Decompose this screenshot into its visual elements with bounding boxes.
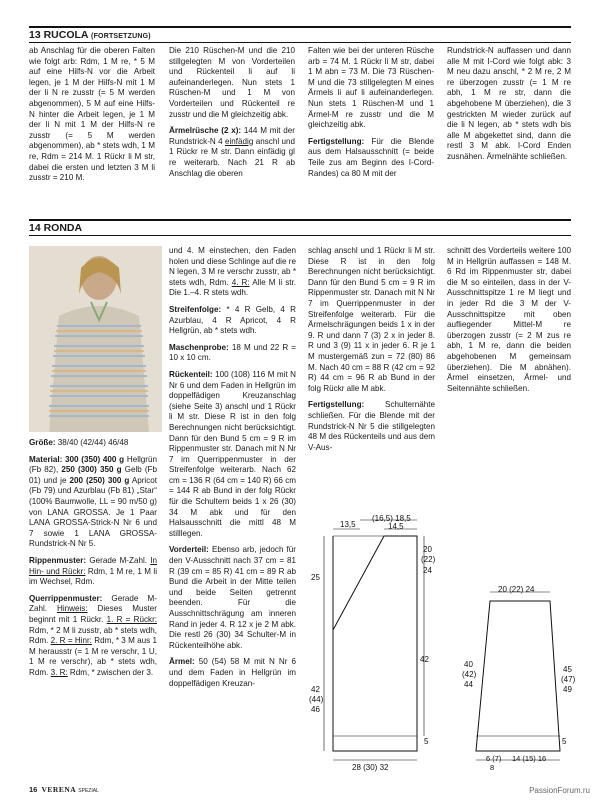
dim-sleeve-right-2: (47) (561, 675, 576, 684)
label: Maschenprobe: (169, 342, 229, 352)
dim-sleeve-right-1: 45 (563, 665, 572, 674)
dim-sleeve-left-3: 44 (464, 680, 473, 689)
section-14-col-3 (308, 246, 435, 459)
body-outline (333, 536, 417, 751)
text: 3. R: (50, 667, 68, 677)
paragraph (169, 343, 296, 364)
section-13-title: 13 RUCOLA (29, 29, 89, 41)
dim-sleeve-bottom-b: 14 (15) 16 (512, 754, 547, 763)
paragraph (308, 137, 434, 179)
dim-bottom: 28 (30) 32 (352, 763, 389, 772)
text: und 4. M einstechen, den Faden holen und diese Schlinge auf die re N legen, 3 M re verschr zusstr, ab * stets wdh, Rdm. (169, 246, 296, 287)
brand-name: VERENA (41, 785, 77, 794)
schematic-diagram (300, 512, 590, 777)
dim-top-right: 14,5 (388, 522, 404, 531)
paragraph: ab Anschlag für die oberen Falten wie folgt arb: Rdm, 1 M re, * 5 M auf eine Hilfs-N vor die Arbeit legen, je 1 M der Hilfs-N mit 1 M der li N re zusstr (= 5 M werden abgenommen), 5 M auf eine Hilfs-N hinter die Arbeit legen, je 1 M der li N mit 1 M der Hilfs-N re zusstr (= 5 M werden abgenommen), ab * stets wdh, 1 M re, Rdm = 214 M. 1 Rückr li M str, dabei die ersten und letzten 3 M li zusstr = 210 M. (29, 46, 155, 183)
text: Hellgrün (Fb 82), (29, 454, 157, 475)
dim-sleeve-right-3: 49 (563, 685, 572, 694)
text: Rdm, 1 M re, 1 M li im Wechsel, Rdm. (29, 566, 157, 587)
text: Dieses Muster beginnt mit 1 Rückr. (29, 604, 157, 624)
text: 300 (350) 400 g (62, 454, 125, 464)
dim-top-left: 13,5 (340, 520, 356, 529)
material-paragraph (29, 455, 157, 550)
label: Fertigstellung: (308, 400, 365, 410)
dim-neck-depth-3: 24 (423, 566, 432, 575)
dim-bund: 5 (424, 737, 429, 746)
dim-neck-depth-1: 20 (423, 545, 432, 554)
paragraph (169, 545, 296, 651)
watermark: PassionForum.ru (529, 786, 590, 795)
section-13-col-1 (29, 46, 155, 190)
page-number: 16 (29, 785, 38, 794)
text: Gerade M-Zahl. (29, 593, 157, 614)
text: 18 M und 22 R = 10 x 10 cm. (169, 342, 296, 363)
section-14-col-2 (169, 246, 296, 695)
dim-sleeve-bottom-c: 8 (490, 763, 495, 772)
text: Gelb (Fb 01) und je (29, 465, 157, 485)
page-footer (29, 785, 99, 794)
paragraph: schnitt des Vorderteils weitere 100 M in Hellgrün auffassen = 148 M. 6 Rd im Rippenmuster str, dabei die M so einteilen, dass in der V-Ausschnittspitze 1 re M liegt und in jeder Rd die 3 M der V-Ausschnittspitze mit oben aufliegender Mittel-M re überzogen zusstr (= 2 M zus re abh, 1 M re, dann die beiden abgehobenen M gemeinsam überziehen). Die M abnähen). Ärmel einsetzen, Ärmel- und Seitennähte schließen. (447, 246, 571, 393)
text: 50 (54) 58 M mit N Nr 6 und dem Faden in Hellgrün im doppelfädigen Kreuzan- (169, 657, 296, 688)
label: Größe: (29, 438, 56, 447)
text: 38/40 (42/44) 46/48 (55, 438, 129, 447)
dim-sleeve-top: 20 (22) 24 (498, 585, 535, 594)
section-13-col-3 (308, 46, 434, 185)
querrippen-paragraph (29, 594, 157, 679)
dim-side-lower-2: (44) (309, 695, 324, 704)
paragraph (169, 126, 295, 179)
paragraph: Die 210 Rüschen-M und die 210 stillgelegten M von Vorderteilen und Rückenteil li auf li aufeinanderlegen. Nun stets 1 Rüschen-M und 1 M von Vorderteilen und Rückenteil re zusstr und die M gleichzeitig abk. (169, 46, 295, 119)
text: einfädig (225, 136, 254, 146)
text: Apricot (Fb 79) und Azurblau (Fb 81) „Star“ (100% Baumwolle, LL = 90 m/50 g) von LANA GROSSA. Je 1 Paar LANA GROSSA-Strick-N Nr 6 und 7 sowie 1 LANA GROSSA-Rundstrick-N Nr 5. (29, 475, 158, 549)
dim-sleeve-bottom-a: 6 (7) (486, 754, 502, 763)
paragraph: schlag anschl und 1 Rückr li M str. Diese R ist in den folg Berechnungen nicht berücksichtigt. Dann für den Bund 5 cm = 9 R im Rippenmuster str. Danach mit N Nr 7 im Querrippenmuster in der Streifenfolge weiterarb. Für die Ärmelschrägungen beids 1 x in der 9. R und dann 7 (3) 2 x in jeder 8. R und 3 (9) 11 x in jeder 6. R je 1 M mustergemäß zun = 72 (80) 86 M. Nach 40 cm = 88 R (42 cm = 92 R) 44 cm = 96 R ab Bund in der folg Rückr alle M abk. (308, 246, 435, 393)
label: Ärmelrüsche (2 x): (169, 126, 242, 136)
label: Querrippenmuster: (29, 593, 103, 603)
section-13-header (29, 26, 571, 43)
label: Fertigstellung: (308, 136, 365, 146)
label: Rückenteil: (169, 369, 213, 379)
paragraph (169, 246, 296, 299)
text: Gerade M-Zahl. (86, 555, 151, 565)
paragraph: Falten wie bei der unteren Rüsche arb = 74 M. 1 Rückr li M str, dabei 1 M abn = 73 M. Die 73 Rüschen-M und die 73 stillgelegten M eines Ärmels li auf li aufeinanderlegen. Nun stets 1 Rüschen-M und 1 Ärmel-M re zusstr und die M gleichzeitig abk. (308, 46, 434, 130)
text: Rdm, * zwischen der 3. (67, 667, 154, 677)
paragraph: Rundstrick-N auffassen und dann alle M mit I-Cord wie folgt abk: 3 M neu dazu anschl, * 2 M re, 2 M re überzogen zusstr (= 1 M re abh, 1 M re str, dann die abgehobene M überziehen), die 3 gestrickten M wieder zurück auf die li N legen, ab * stets wdh bis alle M abgekettet sind, dann die restl 3 M abk. I-Cord Enden zusnähen. Ärmelnähte schließen. (447, 46, 571, 161)
text: 100 (108) 116 M mit N Nr 6 und dem Faden in Hellgrün im doppelfädigen Kreuzanschlag (siehe Seite 3) anschl und 1 Rückr li M str. Diese R ist in den folg Berechnungen nicht berücksichtigt. Dann für den Bund 5 cm = 9 R im Rippenmuster str. Danach mit N Nr 7 im Querrippenmuster in der Streifenfolge weiterarb. Nach 62 cm = 136 R (64 cm = 140 R) 66 cm = 144 R ab Bund in der folg Rückr für die Schultern beids 1 x 26 (30) 34 M abk und für den Halsausschnitt die mittl 48 M stilllegen. (169, 369, 296, 538)
section-13-col-2 (169, 46, 295, 185)
text: * 4 R Gelb, 4 R Azurblau, 4 R Apricot, 4 R Hellgrün, ab * stets wdh. (169, 304, 296, 336)
label: Rippenmuster: (29, 555, 87, 565)
label: Streifenfolge: (169, 304, 222, 314)
dim-neck-depth-2: (22) (421, 555, 436, 564)
dim-top-mid: (16,5) 18,5 (372, 514, 411, 523)
dim-sleeve-left-2: (42) (462, 670, 477, 679)
model-photo (29, 246, 162, 432)
text: 1. R = Rückr: (106, 614, 158, 624)
text: Hinweis: (56, 604, 88, 614)
text: anschl und 1 Rückr re M str. Dann einfädig gl re weiterarb. Nach 21 R ab Anschlag die oberen (169, 136, 295, 178)
text: Rdm, * 2 M li zusstr, ab * stets wdh, Rdm. (29, 625, 157, 646)
text: Schulternähte schließen. Für die Blende mit der Rundstrick-N Nr 5 die stillgelegten 48 M des Rückenteils und aus dem V-Aus- (308, 400, 435, 452)
paragraph (308, 400, 435, 453)
section-14-header (29, 219, 571, 236)
text: Alle M li str. Die 1.–4. R stets wdh. (169, 277, 296, 298)
sleeve-outline (476, 601, 560, 751)
paragraph (169, 370, 296, 540)
model-illustration (29, 246, 162, 432)
rippen-paragraph (29, 556, 157, 588)
text: 4. R: (231, 277, 250, 287)
text: Für die Blende aus dem Halsausschnitt (= beide Teile zus am Beginn des I-Cord-Randes) ca 80 M mit der (308, 136, 434, 178)
paragraph (169, 305, 296, 337)
label: Material: (29, 454, 63, 464)
label: Vorderteil: (169, 545, 209, 555)
dim-sleeve-bund: 5 (562, 737, 567, 746)
section-14-col-4 (447, 246, 571, 400)
dim-sleeve-left-1: 40 (464, 660, 473, 669)
section-13-col-4 (447, 46, 571, 169)
text: 250 (300) 350 g (61, 465, 122, 475)
size-paragraph (29, 438, 157, 449)
text: Rdm, * 3 M aus 1 M herausstr (= 1 M re verschr, 1 U, 1 M re verschr), ab * stets wdh, Rdm. (29, 636, 157, 677)
text: Ebenso arb, jedoch für den V-Ausschnitt nach 37 cm = 81 R (39 cm = 85 R) 41 cm = 89 R ab Bund die Arbeit in der Mitte teilen und beide Seiten getrennt beenden. Für die Ausschnittschrägung am inneren Rand in jeder 4. R 12 x je 2 M abk. Die restl 26 (30) 34 Schulter-M in Rückenteilhöhe abk. (169, 545, 296, 650)
dim-side-lower-1: 42 (311, 685, 320, 694)
section-13-subtitle: (FORTSETZUNG) (91, 33, 151, 40)
text: 200 (250) 300 g (69, 475, 130, 485)
dim-v-height: 25 (311, 573, 320, 582)
label: Ärmel: (169, 657, 195, 667)
dim-side-upper: 42 (420, 655, 429, 664)
brand-sub: SPEZIAL (78, 788, 99, 794)
dim-side-lower-3: 46 (311, 705, 320, 714)
section-14-title: 14 RONDA (29, 222, 83, 234)
text: 144 M mit der Rundstrick-N 4 (169, 126, 295, 146)
paragraph (169, 657, 296, 689)
text: 2. R = Hinr: (50, 636, 92, 646)
section-14-col-1 (29, 438, 157, 684)
text: In Hin- und Rückr: (29, 555, 157, 576)
